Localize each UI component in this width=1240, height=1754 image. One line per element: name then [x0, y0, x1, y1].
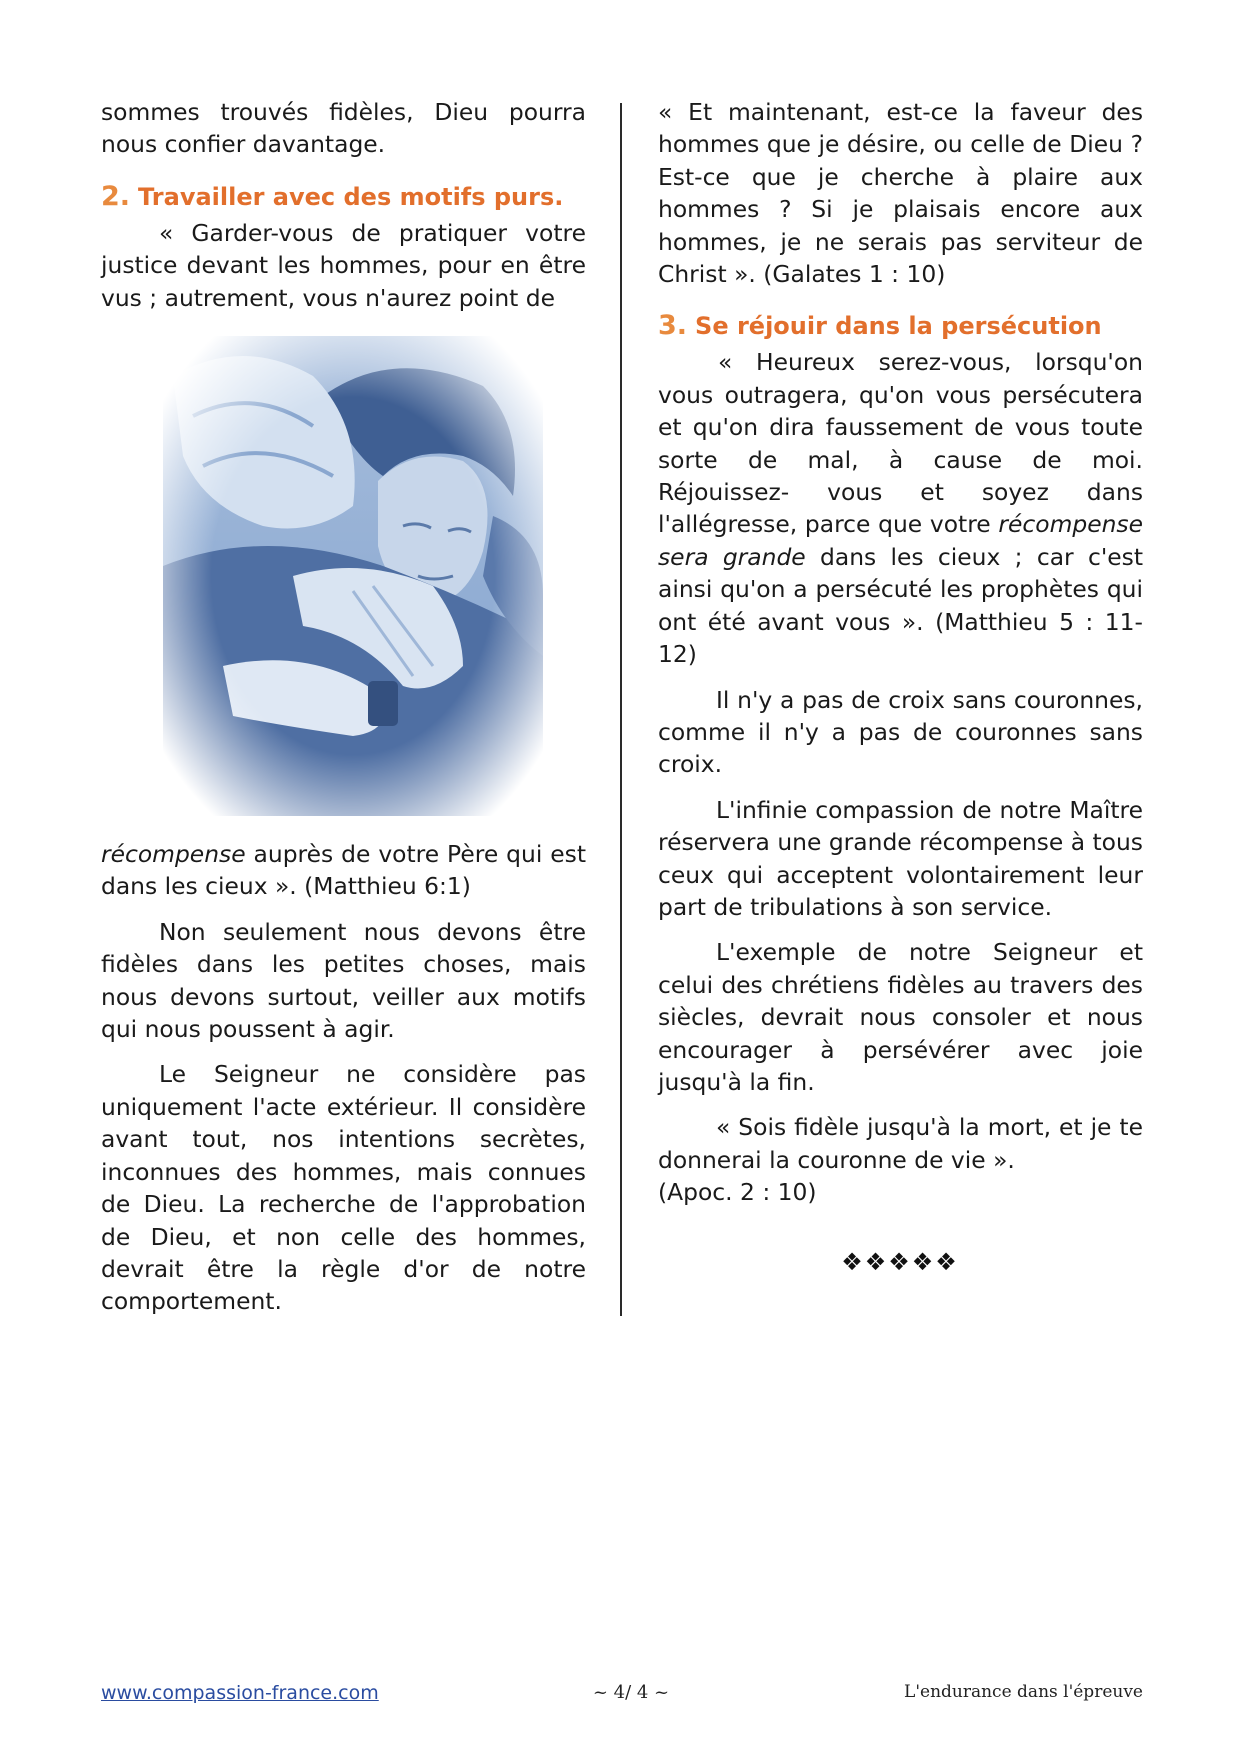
page-footer	[101, 1682, 1143, 1712]
section-number: 2.	[101, 180, 131, 212]
paragraph: L'infinie compassion de notre Maître réservera une grande récompense à tous ceux qui acceptent volontairement leur part de tribulations à son service.	[658, 795, 1143, 921]
emphasis: récompense	[101, 840, 246, 869]
paragraph: Non seulement nous devons être fidèles dans les petites choses, mais nous devons surtout, veiller aux motifs qui nous poussent à agir.	[101, 917, 586, 1044]
paragraph: Le Seigneur ne considère pas uniquement l'acte extérieur. Il considère avant tout, nos intentions secrètes, inconnues des hommes, mais connues de Dieu. La recherche de l'approbation de Dieu, et non celle des hommes, devrait être la règle d'or de notre comportement.	[101, 1060, 586, 1316]
paragraph-text: auprès de votre Père qui est dans les cieux ». (Matthieu 6:1)	[101, 840, 586, 901]
scripture-reference: (Apoc. 2 : 10)	[658, 1178, 817, 1207]
paragraph: sommes trouvés fidèles, Dieu pourra nous confier davantage.	[101, 98, 586, 159]
embrace-photo	[163, 336, 543, 816]
ornament-divider: ❖❖❖❖❖	[841, 1248, 959, 1276]
website-link[interactable]: www.compassion-france.com	[101, 1682, 379, 1704]
paragraph: Il n'y a pas de croix sans couronnes, comme il n'y a pas de couronnes sans croix.	[658, 685, 1143, 779]
paragraph-quote: « Sois fidèle jusqu'à la mort, et je te donnerai la couronne de vie ».	[658, 1113, 1143, 1174]
section-title: Se réjouir dans la persécution	[695, 312, 1102, 341]
left-column	[101, 96, 586, 1331]
paragraph-text: « Heureux serez-vous, lorsqu'on vous outragera, qu'on vous persécutera et qu'on dira faussement de vous toute sorte de mal, à cause de moi. Réjouissez- vous et soyez dans l'allégresse, parce que votre	[658, 348, 1143, 539]
right-column	[658, 96, 1143, 1222]
paragraph	[101, 838, 586, 903]
section-heading-3	[658, 310, 1143, 342]
section-number: 3.	[658, 310, 688, 342]
paragraph-quote: « Et maintenant, est-ce la faveur des hommes que je désire, ou celle de Dieu ? Est-ce que je cherche à plaire aux hommes ? Si je plaisais encore aux hommes, je ne serais pas serviteur de Christ ». (Galates 1 : 10)	[658, 98, 1143, 289]
section-heading-2	[101, 181, 586, 213]
paragraph-quote	[658, 346, 1143, 670]
emphasis: récompense sera grande	[658, 510, 1143, 571]
paragraph: L'exemple de notre Seigneur et celui des chrétiens fidèles au travers des siècles, devrait nous consoler et nous encourager à persévérer avec joie jusqu'à la fin.	[658, 938, 1143, 1096]
paragraph-quote: « Garder-vous de pratiquer votre justice devant les hommes, pour en être vus ; autrement, vous n'aurez point de	[101, 218, 586, 312]
paragraph-text: dans les cieux ; car c'est ainsi qu'on a persécuté les prophètes qui ont été avant vous ». (Matthieu 5 : 11-12)	[658, 542, 1143, 669]
column-divider	[620, 103, 622, 1316]
page-number: ~ 4/ 4 ~	[592, 1682, 670, 1703]
document-title: L'endurance dans l'épreuve	[904, 1682, 1143, 1702]
section-title: Travailler avec des motifs purs.	[138, 182, 564, 211]
